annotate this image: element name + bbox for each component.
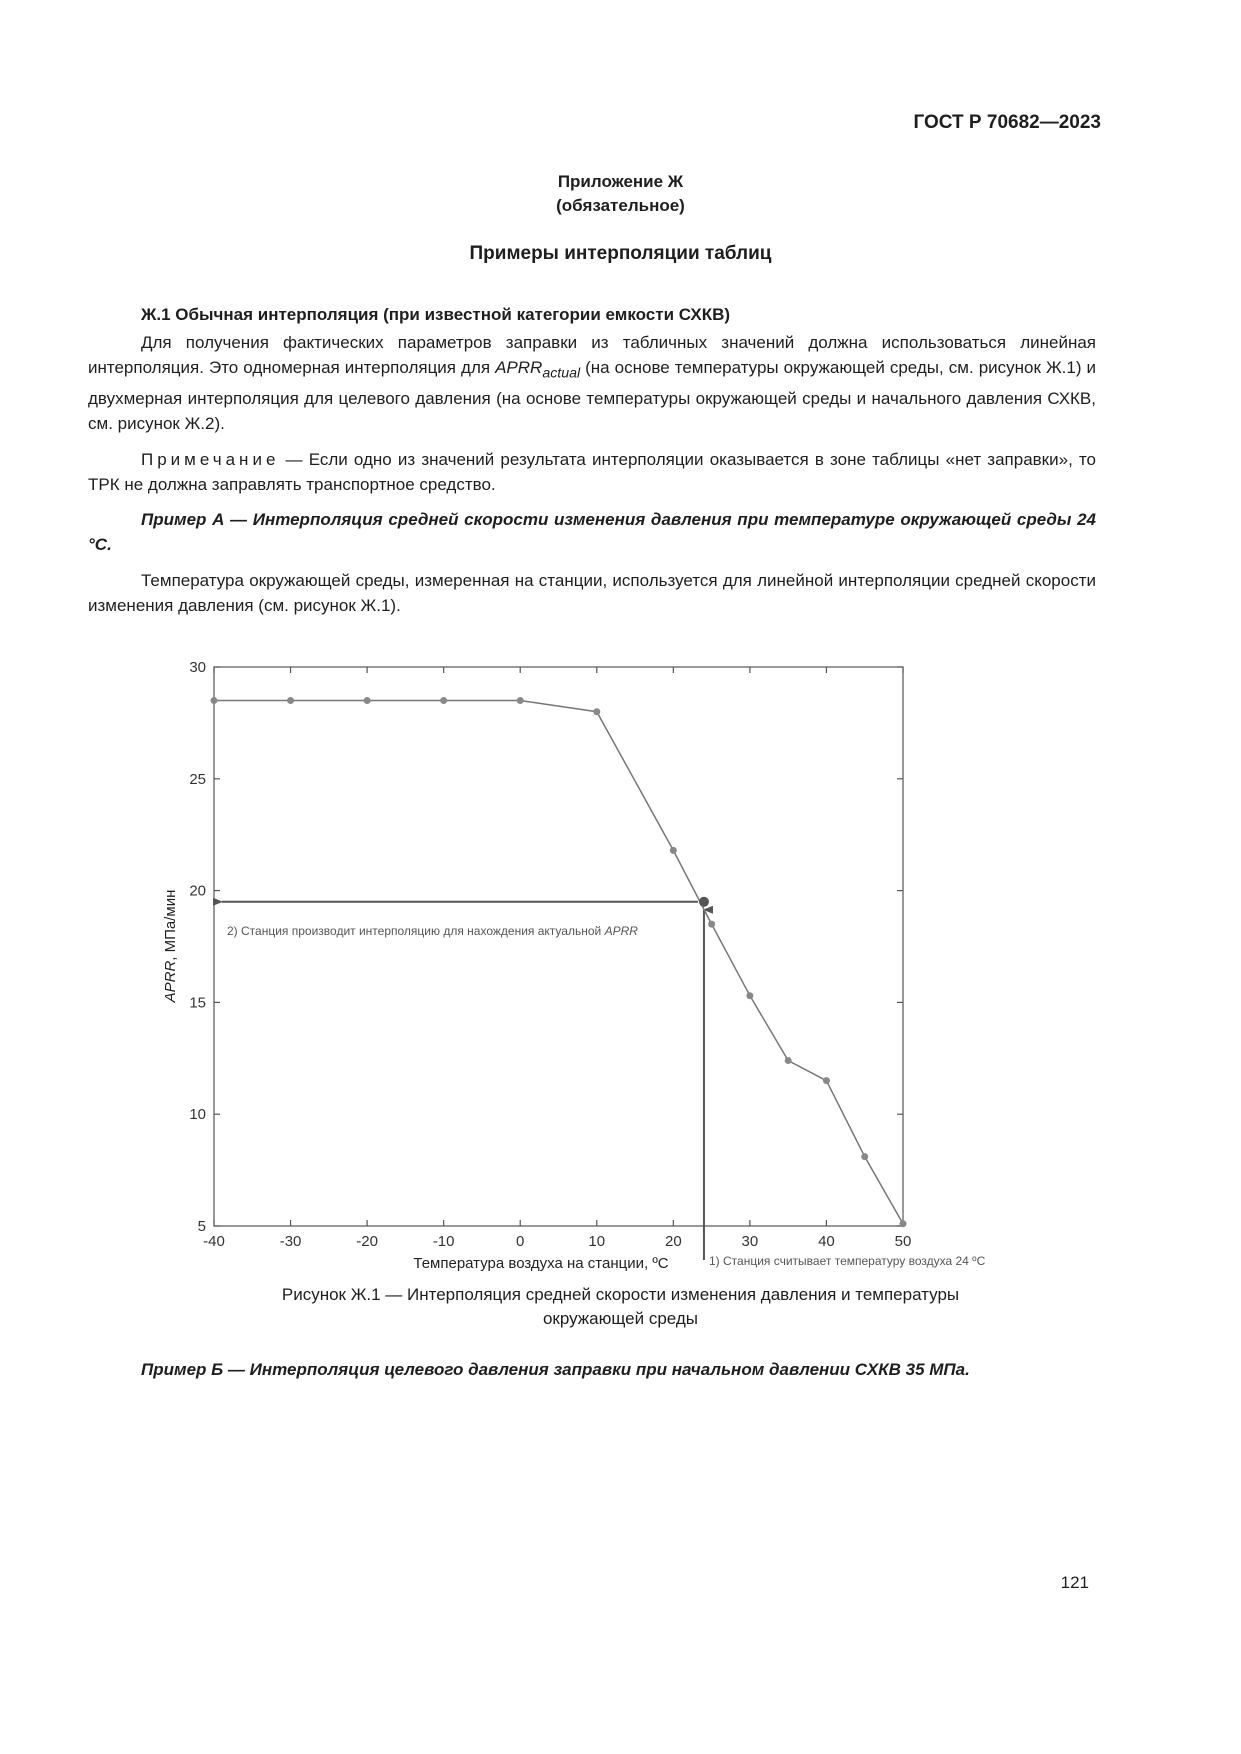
- series-line-aprr: [214, 701, 903, 1224]
- figure-caption-line2: окружающей среды: [542, 1309, 699, 1328]
- data-point: [287, 697, 294, 704]
- y-axis-title-var: APRR: [162, 960, 179, 1003]
- x-axis-title: Температура воздуха на станции, ºС: [413, 1255, 669, 1272]
- x-tick-label: 30: [741, 1233, 759, 1250]
- aprr-variable: APRR: [495, 358, 543, 377]
- data-point: [670, 847, 677, 854]
- y-axis-title: [162, 890, 179, 1004]
- axis-ticks: [214, 667, 903, 1226]
- x-tick-label: -10: [432, 1233, 455, 1250]
- annotation-interpolation: [227, 924, 638, 938]
- x-tick-label: 40: [818, 1233, 835, 1250]
- data-point: [785, 1057, 792, 1064]
- figure-caption-line1: Рисунок Ж.1 — Интерполяция средней скорости изменения давления и температуры: [281, 1285, 960, 1304]
- data-point: [746, 992, 753, 999]
- data-point: [823, 1077, 830, 1084]
- y-tick-label: 25: [189, 770, 206, 788]
- standard-number: ГОСТ Р 70682—2023: [913, 112, 1101, 133]
- example-a-text: Пример А — Интерполяция средней скорости изменения давления при температуре окружающей среды 24 °С.: [88, 510, 1096, 554]
- paragraph-text-b: (на основе температуры окружающей среды, см. рисунок Ж.1) и двухмерная интерполяция для целевого давления (на основе температуры окружающей среды и начального давления СХКВ, см. рисунок Ж.2).: [88, 358, 1096, 434]
- y-tick-label: 20: [189, 882, 206, 900]
- appendix-title: Приложение Ж: [557, 172, 684, 191]
- x-tick-label: 0: [516, 1233, 525, 1250]
- x-tick-label: 10: [588, 1233, 606, 1250]
- page-title: Примеры интерполяции таблиц: [469, 243, 772, 264]
- data-point: [440, 697, 447, 704]
- x-tick-label: -40: [203, 1233, 225, 1250]
- annotation-2-text: 2) Станция производит интерполяцию для нахождения актуальной: [227, 924, 605, 938]
- data-point: [364, 697, 371, 704]
- data-point: [517, 697, 524, 704]
- x-tick-label: 20: [664, 1233, 682, 1250]
- annotation-station-reads-temp: 1) Станция считывает температуру воздуха 24 ºС: [709, 1254, 986, 1268]
- data-point: [211, 697, 218, 704]
- paragraph3-text: Температура окружающей среды, измеренная на станции, используется для линейной интерполяции средней скорости изменения давления (см. рисунок Ж.1).: [88, 571, 1096, 615]
- note-text: — Если одно из значений результата интерполяции оказывается в зоне таблицы «нет заправки», то ТРК не должна заправлять транспортное средство.: [88, 450, 1096, 494]
- data-point: [861, 1153, 868, 1160]
- appendix-status: (обязательное): [556, 196, 685, 215]
- section-heading: Ж.1 Обычная интерполяция (при известной категории емкости СХКВ): [141, 305, 731, 324]
- x-tick-label: -30: [279, 1233, 302, 1250]
- x-tick-label: -20: [356, 1233, 378, 1250]
- axis-tick-labels: [189, 659, 911, 1250]
- x-tick-label: 50: [894, 1233, 912, 1250]
- interpolated-point: [699, 897, 709, 907]
- series-points: [211, 697, 907, 1227]
- y-tick-label: 15: [189, 994, 206, 1012]
- page-number: 121: [1060, 1573, 1089, 1592]
- y-tick-label: 10: [189, 1106, 206, 1124]
- y-tick-label: 5: [197, 1218, 206, 1235]
- aprr-subscript: actual: [542, 365, 581, 382]
- data-point: [708, 921, 715, 928]
- data-point: [900, 1220, 907, 1227]
- plot-frame: [214, 667, 903, 1226]
- annotation-2-var: APRR: [604, 924, 638, 938]
- note-label: Примечание: [141, 450, 280, 469]
- data-point: [593, 708, 600, 715]
- y-tick-label: 30: [189, 659, 206, 676]
- y-axis-title-unit: , МПа/мин: [162, 889, 179, 961]
- example-b-heading: Пример Б — Интерполяция целевого давления заправки при начальном давлении СХКВ 35 МПа.: [141, 1360, 970, 1379]
- paragraph-text-a: Для получения фактических параметров заправки из табличных значений должна использоваться линейная интерполяция. Это одномерная интерполяция для: [88, 333, 1096, 377]
- figure-caption: [0, 1283, 1241, 1331]
